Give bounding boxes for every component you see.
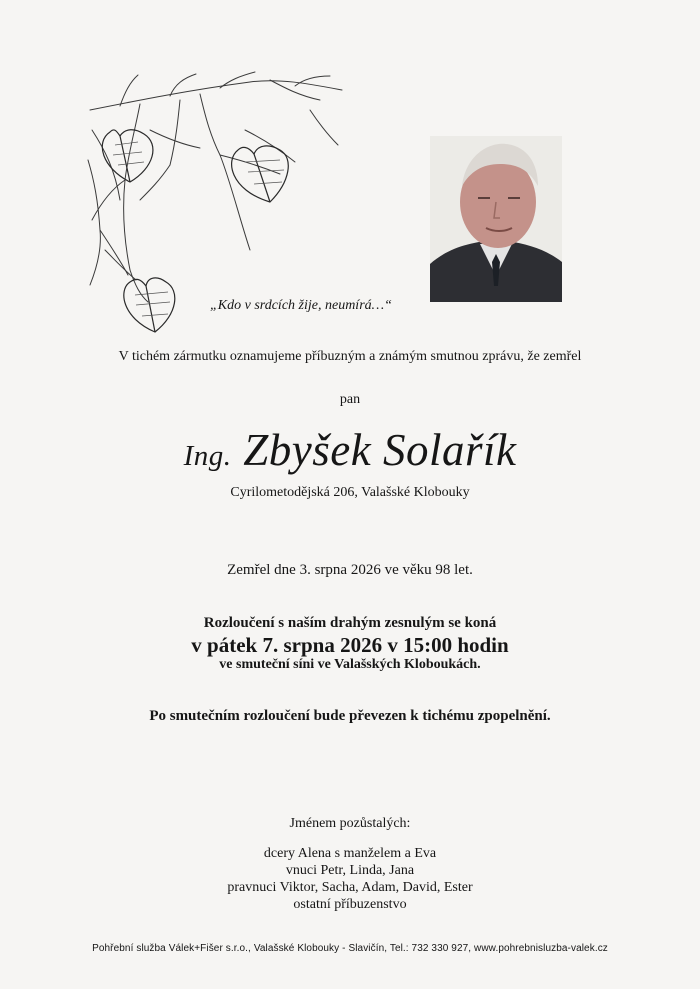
deceased-name: Zbyšek Solařík (243, 425, 517, 475)
survivor-line: ostatní příbuzenstvo (293, 897, 407, 912)
deceased-name-line (0, 424, 700, 476)
death-notice: Zemřel dne 3. srpna 2026 ve věku 98 let. (227, 562, 473, 578)
deceased-title: Ing. (183, 440, 232, 472)
survivors-heading: Jménem pozůstalých: (289, 816, 411, 831)
survivor-line: dcery Alena s manželem a Eva (263, 846, 437, 861)
salutation: pan (339, 392, 361, 407)
portrait-photo (430, 136, 562, 302)
deceased-address: Cyrilometodějská 206, Valašské Klobouky (230, 485, 470, 500)
survivors-list (0, 845, 700, 913)
cremation-notice: Po smutečním rozloučení bude převezen k tichému zpopelnění. (149, 708, 551, 724)
farewell-line-1: Rozloučení s naším drahým zesnulým se koná (203, 615, 497, 631)
announcement-text: V tichém zármutku oznamujeme příbuzným a známým smutnou zprávu, že zemřel (118, 349, 582, 364)
funeral-service-footer: Pohřební služba Válek+Fišer s.r.o., Valašské Klobouky - Slavičín, Tel.: 732 330 927, www.pohrebnisluzba-valek.cz (92, 943, 608, 954)
survivor-line: vnuci Petr, Linda, Jana (285, 863, 415, 878)
farewell-location: ve smuteční síni ve Valašských Kloboukách. (219, 657, 481, 672)
farewell-date-time: v pátek 7. srpna 2026 v 15:00 hodin (191, 633, 509, 657)
survivor-line: pravnuci Viktor, Sacha, Adam, David, Ester (227, 880, 473, 895)
memorial-quote: „Kdo v srdcích žije, neumírá…“ (210, 298, 392, 313)
